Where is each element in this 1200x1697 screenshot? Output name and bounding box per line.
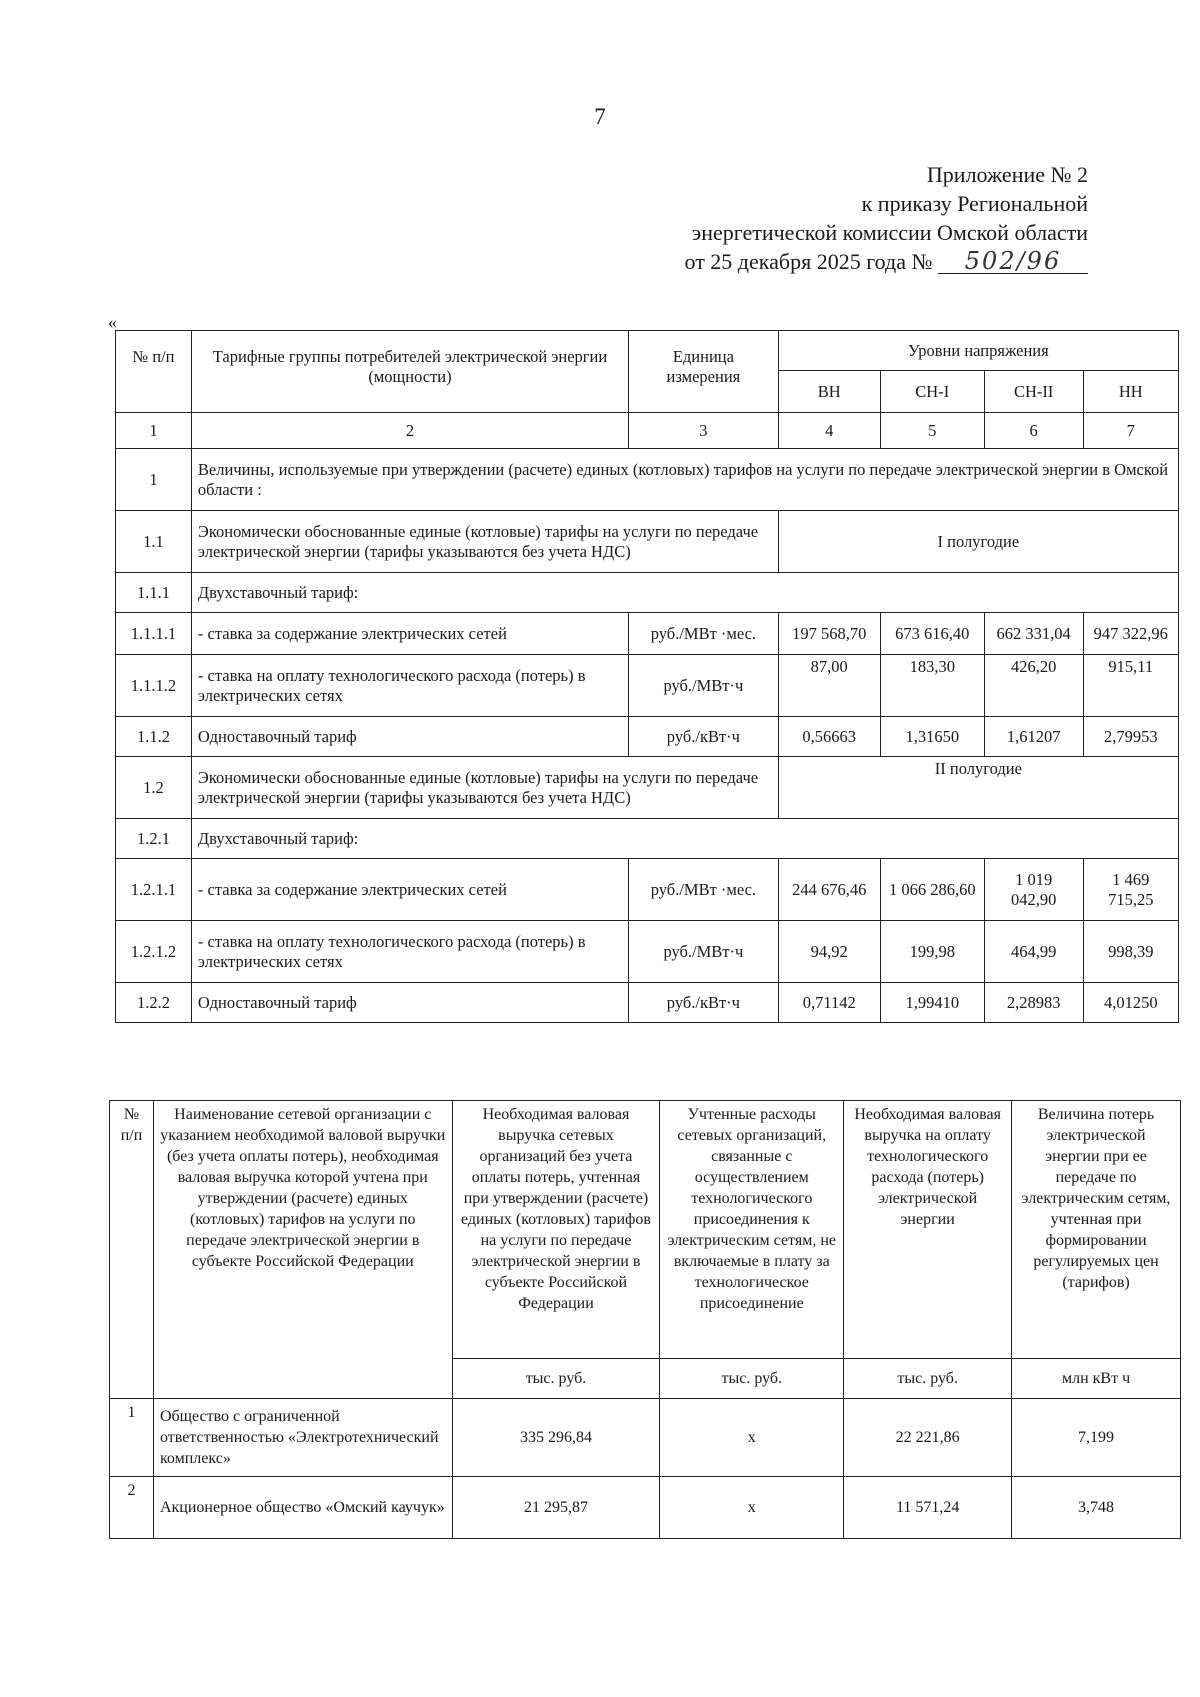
value-nvv: 21 295,87 [452,1477,660,1539]
org-name: Общество с ограниченной ответственностью «Электротехнический комплекс» [153,1399,452,1477]
th-unit: Единица измерения [629,331,779,413]
th-voltage-levels: Уровни напряжения [778,331,1178,371]
value-sn2: 1,61207 [984,717,1083,757]
th2-unit-losses: млн кВт ч [1012,1359,1181,1399]
colnum: 4 [778,413,880,449]
tariff-table [115,330,1179,1023]
colnum: 5 [880,413,984,449]
value-sn1: 1 066 286,60 [880,859,984,921]
th2-unit-costs: тыс. руб. [660,1359,844,1399]
row-num: 1 [110,1399,154,1477]
value-vn: 0,56663 [778,717,880,757]
table-row [110,1477,1181,1539]
row-name: - ставка за содержание электрических сетей [191,613,628,655]
th2-org: Наименование сетевой организации с указанием необходимой валовой выручки (без учета оплаты потерь), необходимая валовая выручка которой учтена при утверждении (расчете) единых (котловых) тарифов на услуги по передаче электрической энергии в субъекте Российской Федерации [153,1101,452,1399]
value-costs: х [660,1399,844,1477]
th2-unit-nvv-loss: тыс. руб. [844,1359,1012,1399]
row-num: 1.2.1.1 [116,859,192,921]
row-num: 1.1.2 [116,717,192,757]
table-row [116,757,1179,819]
period-label: I полугодие [778,511,1178,573]
row-name: - ставка за содержание электрических сетей [191,859,628,921]
row-name: Двухставочный тариф: [191,573,1178,613]
value-nvv-loss: 11 571,24 [844,1477,1012,1539]
row-num: 1.1.1.1 [116,613,192,655]
row-unit: руб./кВт·ч [629,983,779,1023]
colnum: 7 [1083,413,1178,449]
table-row [116,449,1179,511]
value-sn1: 183,30 [880,655,984,717]
row-num: 2 [110,1477,154,1539]
value-sn1: 1,31650 [880,717,984,757]
row-name: Величины, используемые при утверждении (расчете) единых (котловых) тарифов на услуги по передаче электрической энергии в Омской области : [191,449,1178,511]
row-name: Экономически обоснованные единые (котловые) тарифы на услуги по передаче электрической энергии (тарифы указываются без учета НДС) [191,511,778,573]
value-sn2: 662 331,04 [984,613,1083,655]
colnum: 3 [629,413,779,449]
value-nn: 2,79953 [1083,717,1178,757]
value-losses: 7,199 [1012,1399,1181,1477]
value-losses: 3,748 [1012,1477,1181,1539]
value-nvv-loss: 22 221,86 [844,1399,1012,1477]
th2-unit-nvv: тыс. руб. [452,1359,660,1399]
colnum: 2 [191,413,628,449]
th-nn: НН [1083,371,1178,413]
colnum: 6 [984,413,1083,449]
table-row [116,573,1179,613]
row-unit: руб./МВт ·мес. [629,859,779,921]
value-vn: 0,71142 [778,983,880,1023]
row-name: Одноставочный тариф [191,983,628,1023]
period-label: II полугодие [778,757,1178,819]
value-vn: 197 568,70 [778,613,880,655]
row-unit: руб./кВт·ч [629,717,779,757]
value-sn2: 464,99 [984,921,1083,983]
value-sn2: 2,28983 [984,983,1083,1023]
column-numbers-row [116,413,1179,449]
value-nn: 947 322,96 [1083,613,1178,655]
page-number: 7 [594,104,606,129]
value-sn2: 426,20 [984,655,1083,717]
row-name: Двухставочный тариф: [191,819,1178,859]
row-name: Одноставочный тариф [191,717,628,757]
th2-nvv-loss: Необходимая валовая выручка на оплату технологического расхода (потерь) электрической энергии [844,1101,1012,1359]
opening-quote: « [108,312,117,332]
table-row [116,859,1179,921]
appendix-title: Приложение № 2 [926,162,1088,187]
row-name: - ставка на оплату технологического расхода (потерь) в электрических сетях [191,655,628,717]
table-row [116,511,1179,573]
appendix-commission: энергетической комиссии Омской области [691,220,1088,245]
th2-nvv: Необходимая валовая выручка сетевых организаций без учета оплаты потерь, учтенная при утверждении (расчете) единых (котловых) тарифов на услуги по передаче электрической энергии в субъекте Российской Федерации [452,1101,660,1359]
row-unit: руб./МВт ·мес. [629,613,779,655]
network-organizations-table [109,1100,1181,1539]
value-sn2: 1 019 042,90 [984,859,1083,921]
value-vn: 94,92 [778,921,880,983]
table-row [116,717,1179,757]
row-unit: руб./МВт·ч [629,655,779,717]
table-row [116,819,1179,859]
row-num: 1.2.1 [116,819,192,859]
row-num: 1.1 [116,511,192,573]
appendix-header [684,160,1088,276]
value-sn1: 673 616,40 [880,613,984,655]
value-sn1: 1,99410 [880,983,984,1023]
th-sn2: СН-II [984,371,1083,413]
row-name: - ставка на оплату технологического расхода (потерь) в электрических сетях [191,921,628,983]
th-num: № п/п [116,331,192,413]
row-num: 1.1.1.2 [116,655,192,717]
table-row [110,1399,1181,1477]
th-group: Тарифные группы потребителей электрической энергии (мощности) [191,331,628,413]
row-num: 1 [116,449,192,511]
handwritten-decree-number: 502/96 [938,249,1088,274]
appendix-order-ref: к приказу Региональной [861,191,1088,216]
value-nn: 998,39 [1083,921,1178,983]
table-row [116,983,1179,1023]
colnum: 1 [116,413,192,449]
row-num: 1.2 [116,757,192,819]
appendix-date-line [684,247,1088,276]
value-vn: 87,00 [778,655,880,717]
row-num: 1.1.1 [116,573,192,613]
table-row [116,921,1179,983]
row-num: 1.2.2 [116,983,192,1023]
row-unit: руб./МВт·ч [629,921,779,983]
value-nn: 915,11 [1083,655,1178,717]
value-sn1: 199,98 [880,921,984,983]
th-vn: ВН [778,371,880,413]
value-nvv: 335 296,84 [452,1399,660,1477]
th2-losses: Величина потерь электрической энергии при ее передаче по электрическим сетям, учтенная при формировании регулируемых цен (тарифов) [1012,1101,1181,1359]
row-num: 1.2.1.2 [116,921,192,983]
table-row [116,613,1179,655]
value-costs: х [660,1477,844,1539]
table-row [116,655,1179,717]
th2-num: № п/п [110,1101,154,1399]
value-vn: 244 676,46 [778,859,880,921]
row-name: Экономически обоснованные единые (котловые) тарифы на услуги по передаче электрической энергии (тарифы указываются без учета НДС) [191,757,778,819]
th-sn1: СН-I [880,371,984,413]
value-nn: 4,01250 [1083,983,1178,1023]
th2-costs: Учтенные расходы сетевых организаций, связанные с осуществлением технологического присоединения к электрическим сетям, не включаемые в плату за технологическое присоединение [660,1101,844,1359]
value-nn: 1 469 715,25 [1083,859,1178,921]
appendix-date: от 25 декабря 2025 года № [684,249,933,274]
org-name: Акционерное общество «Омский каучук» [153,1477,452,1539]
